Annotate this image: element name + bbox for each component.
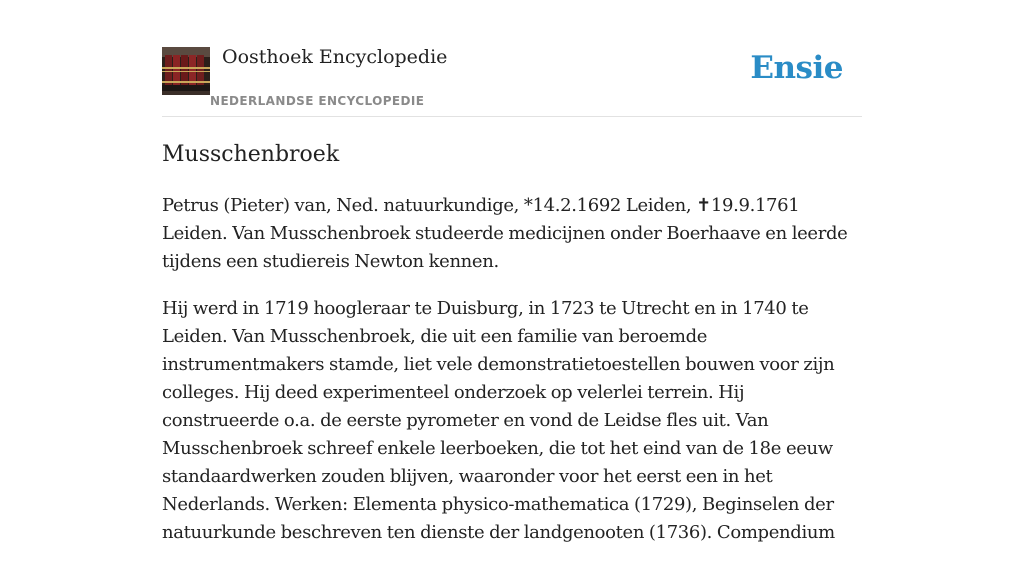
ensie-logo-link[interactable]: Ensie (750, 50, 843, 86)
article-body (162, 192, 862, 566)
article-title: Musschenbroek (162, 142, 340, 167)
site-subtitle: NEDERLANDSE ENCYCLOPEDIE (210, 94, 425, 108)
page-container (162, 0, 862, 543)
article-paragraph: Petrus (Pieter) van, Ned. natuurkundige, *14.2.1692 Leiden, ✝19.9.1761 Leiden. Van Musschenbroek studeerde medicijnen onder Boerhaave en leerde tijdens een studiereis Newton kennen. (162, 195, 848, 272)
article-paragraph: Hij werd in 1719 hoogleraar te Duisburg, in 1723 te Utrecht en in 1740 te Leiden. Van Musschenbroek, die uit een familie van beroemde instrumentmakers stamde, liet vele demonstratietoestellen bouwen voor zijn colleges. Hij deed experimenteel onderzoek op velerlei terrein. Hij construeerde o.a. de eerste pyrometer en vond de Leidse fles uit. Van Musschenbroek schreef enkele leerboeken, die tot het eind van de 18e eeuw standaardwerken zouden blijven, waaronder voor het eerst een in het Nederlands. Werken: Elementa physico-mathematica (1729), Beginselen der natuurkunde beschreven ten dienste der landgenooten (1736). Compendium (162, 298, 835, 543)
site-header (162, 0, 862, 117)
site-title-link[interactable]: Oosthoek Encyclopedie (222, 46, 448, 68)
encyclopedia-books-icon[interactable] (162, 47, 210, 95)
